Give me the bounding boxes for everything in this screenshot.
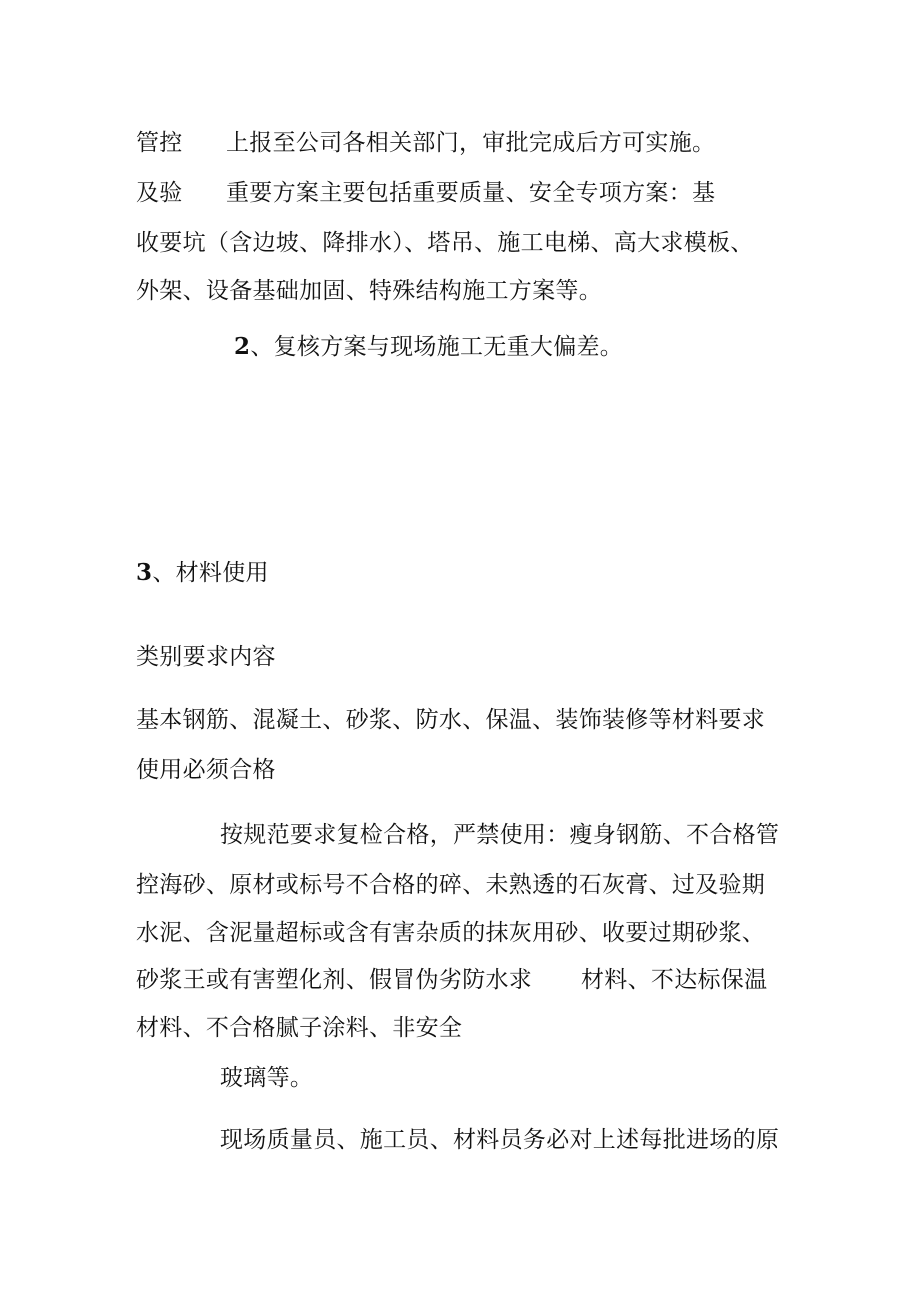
row-label-guankong: 管控	[136, 130, 183, 156]
para1-line1: 按规范要求复检合格，严禁使用：瘦身钢筋、不合格管	[220, 822, 780, 848]
row-text-plans-list-cont: 外架、设备基础加固、特殊结构施工方案等。	[136, 278, 602, 304]
basic-requirement-line2: 使用必须合格	[136, 757, 276, 783]
item-2-text: 、复核方案与现场施工无重大偏差。	[250, 334, 624, 360]
row-label-jiyan: 及验	[136, 180, 183, 206]
table-header: 类别要求内容	[136, 644, 276, 670]
basic-requirement-line1: 基本钢筋、混凝土、砂浆、防水、保温、装饰装修等材料要求	[136, 707, 766, 733]
para1-line4b: 材料、不达标保温	[581, 967, 768, 993]
para1-line4a: 砂浆王或有害塑化剂、假冒伪劣防水求	[136, 967, 533, 993]
section-3-number: 3	[136, 559, 153, 586]
item-2-number: 2	[234, 333, 251, 360]
para1-line3: 水泥、含泥量超标或含有害杂质的抹灰用砂、收要过期砂浆、	[136, 920, 766, 946]
row-text-report: 上报至公司各相关部门，审批完成后方可实施。	[226, 130, 716, 156]
section-3-title: 、材料使用	[152, 560, 269, 586]
para1-line5: 材料、不合格腻子涂料、非安全	[136, 1015, 463, 1041]
row-text-key-plans: 重要方案主要包括重要质量、安全专项方案：基	[226, 180, 716, 206]
para1-line2: 控海砂、原材或标号不合格的碎、未熟透的石灰膏、过及验期	[136, 872, 766, 898]
row-text-plans-list: 收要坑（含边坡、降排水）、塔吊、施工电梯、高大求模板、	[136, 230, 754, 256]
para1-line6: 玻璃等。	[220, 1065, 314, 1091]
section-3-heading	[136, 558, 269, 588]
para2-line1: 现场质量员、施工员、材料员务必对上述每批进场的原	[220, 1127, 780, 1153]
item-2	[234, 332, 623, 362]
